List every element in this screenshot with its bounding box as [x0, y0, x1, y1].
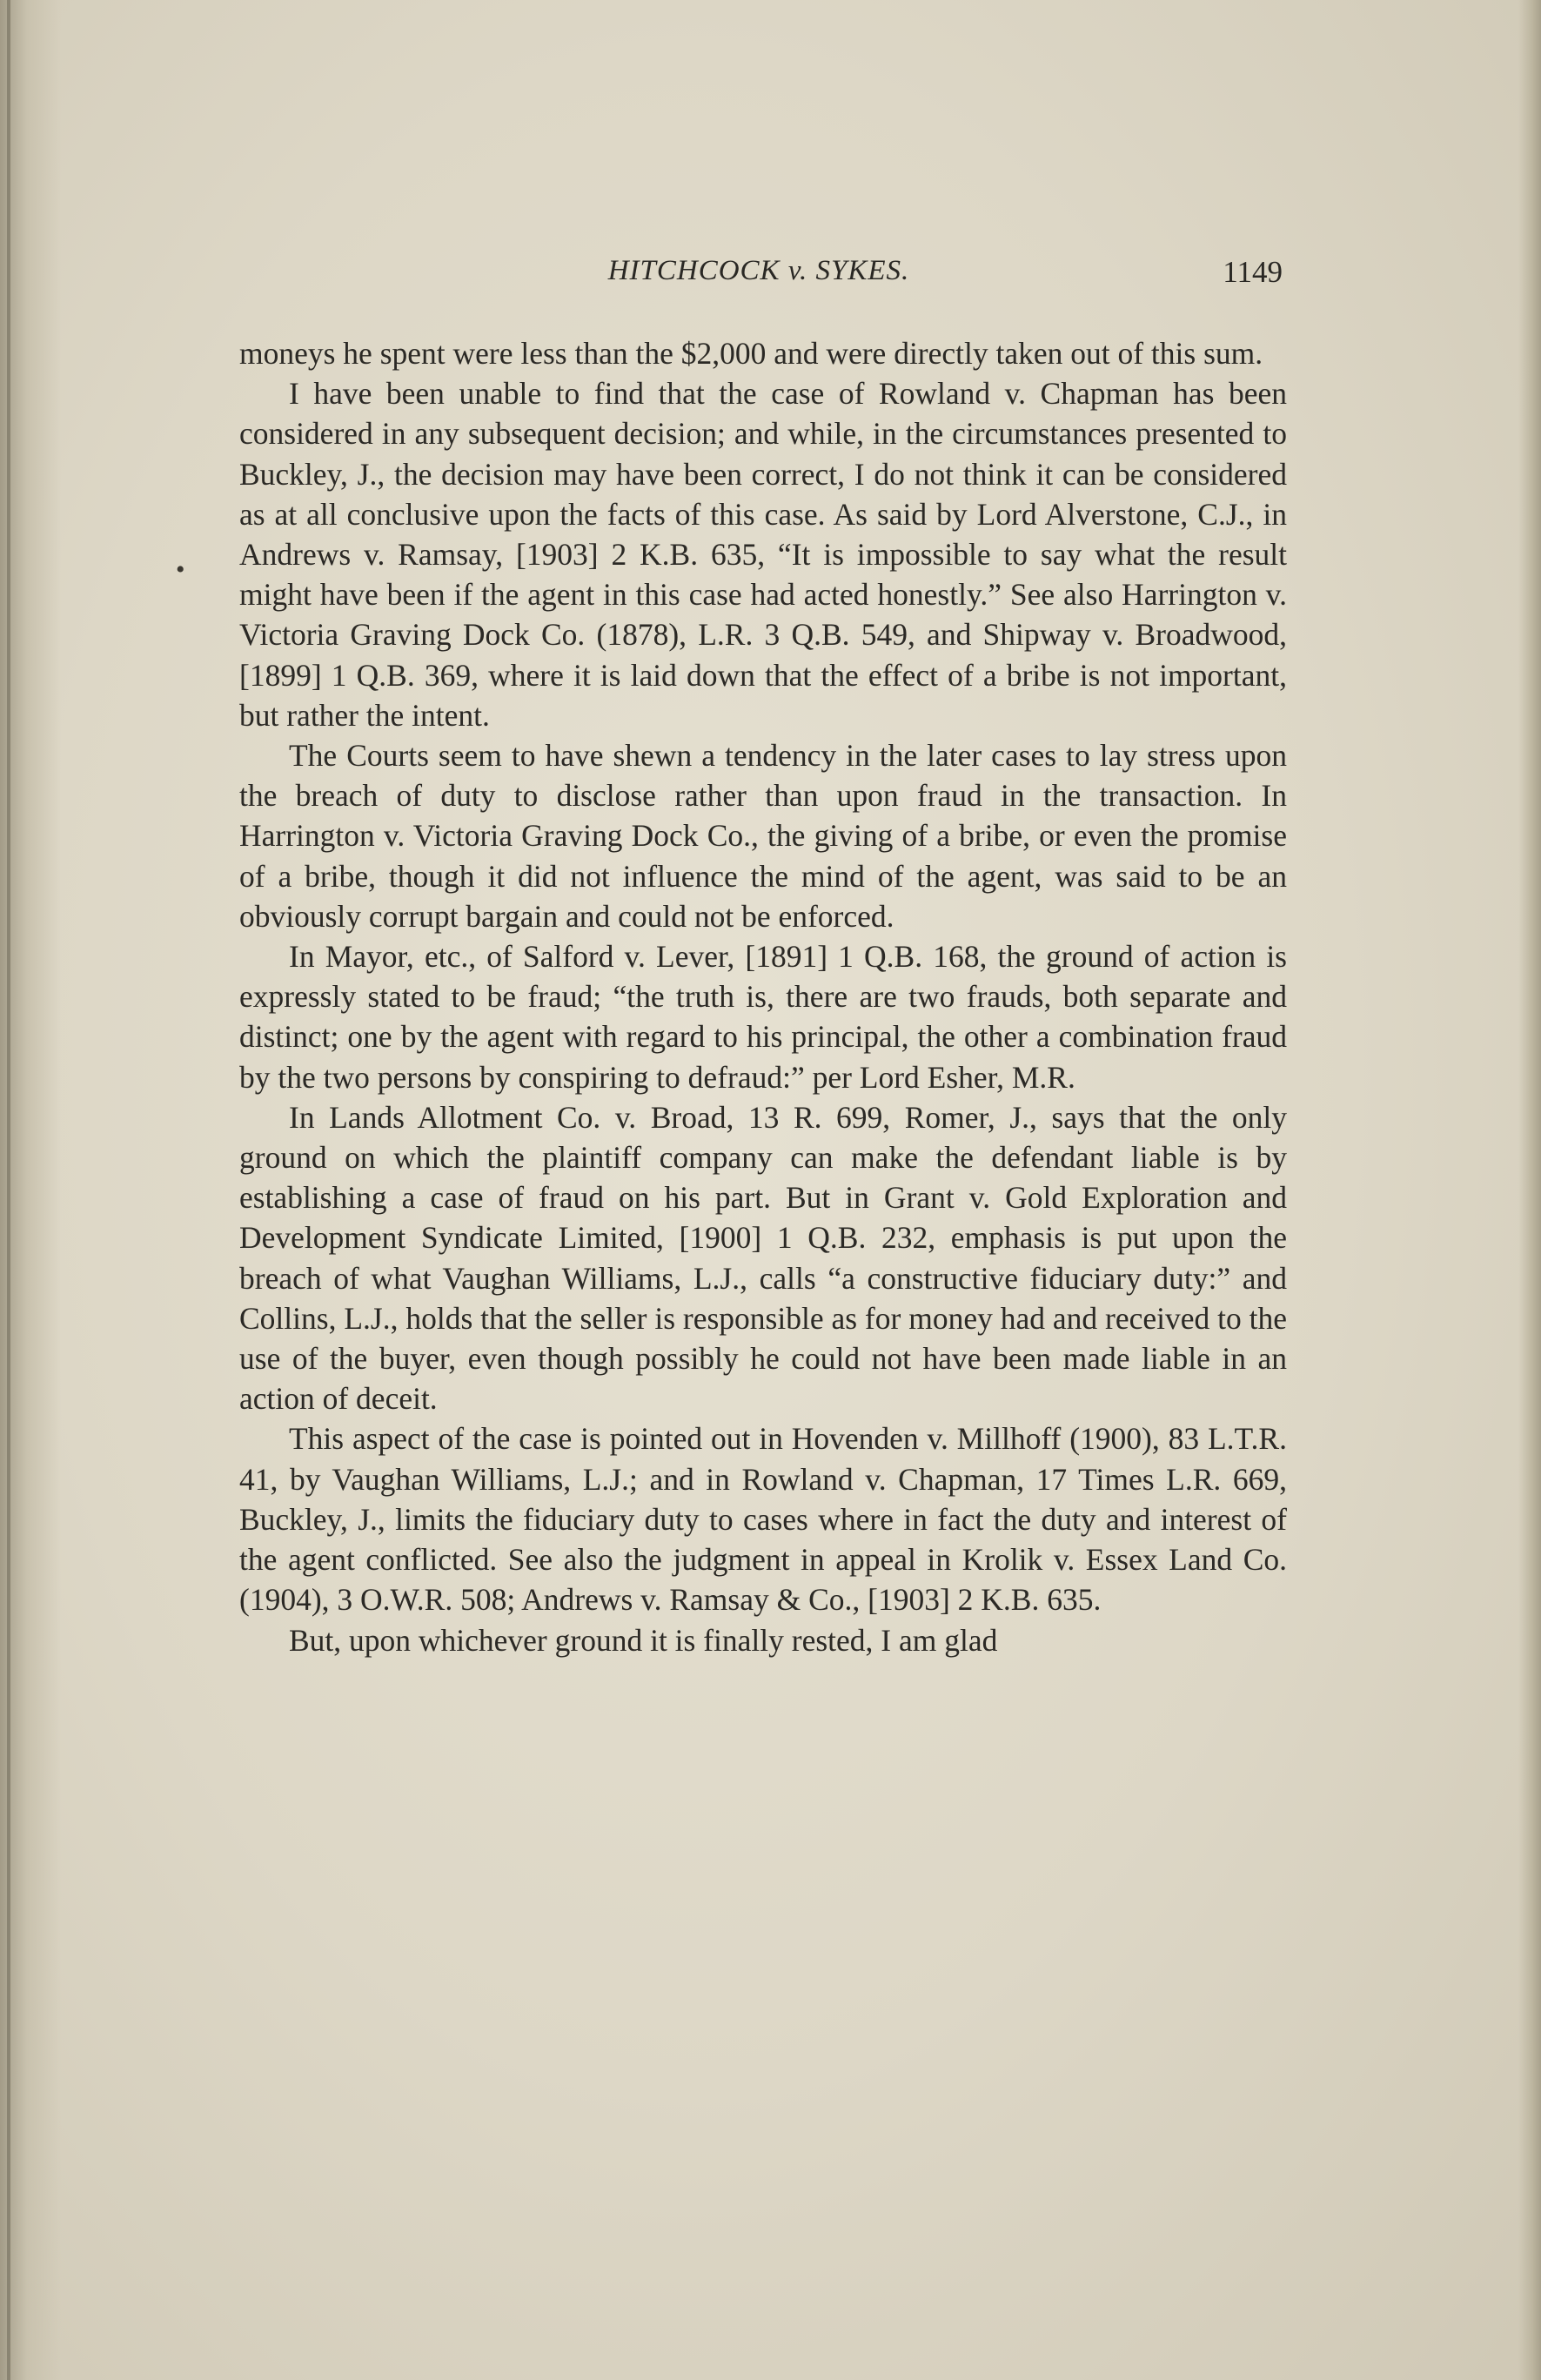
body-text [239, 333, 1287, 1660]
paragraph-lands-allotment: In Lands Allotment Co. v. Broad, 13 R. 699, Romer, J., says that the only ground on which the plaintiff company can make the defendant liable is by establishing a case of fraud on his part. But in Grant v. Gold Exploration and Development Syndicate Limited, [1900] 1 Q.B. 232, emphasis is put upon the breach of what Vaughan Williams, L.J., calls “a constructive fiduciary duty:” and Collins, L.J., holds that the seller is responsible as for money had and received to the use of the buyer, even though possibly he could not have been made liable in an action of deceit. [239, 1099, 1287, 1417]
binding-edge-line [7, 0, 10, 2380]
paragraph-final: But, upon whichever ground it is finally rested, I am glad [289, 1622, 998, 1658]
running-head-title: HITCHCOCK v. SYKES. [607, 255, 910, 286]
running-head [235, 255, 1283, 298]
page-number: 1149 [1223, 255, 1283, 289]
page-edge-shadow [1518, 0, 1541, 2380]
paragraph-rowland-chapman: I have been unable to find that the case of Rowland v. Chapman has been considered in any subsequent decision; and while, in the circumstances presented to Buckley, J., the decision may have been correct, I do not think it can be considered as at all conclusive upon the facts of this case. As said by Lord Alverstone, C.J., in Andrews v. Ramsay, [1903] 2 K.B. 635, “It is impossible to say what the result might have been if the agent in this case had acted honestly.” See also Harrington v. Victoria Graving Dock Co. (1878), L.R. 3 Q.B. 549, and Shipway v. Broadwood, [1899] 1 Q.B. 369, where it is laid down that the effect of a bribe is not important, but rather the intent. [239, 376, 1287, 733]
paragraph-courts-tendency: The Courts seem to have shewn a tendency in the later cases to lay stress upon the breach of duty to disclose rather than upon fraud in the transaction. In Harrington v. Victoria Graving Dock Co., the giving of a bribe, or even the promise of a bribe, though it did not influence the mind of the agent, was said to be an obviously corrupt bargain and could not be enforced. [239, 738, 1287, 934]
margin-mark: • [176, 555, 185, 584]
paragraph-hovenden-millhoff: This aspect of the case is pointed out in Hovenden v. Millhoff (1900), 83 L.T.R. 41, by Vaughan Williams, L.J.; and in Rowland v. Chapman, 17 Times L.R. 669, Buckley, J., limits the fiduciary duty to cases where in fact the duty and interest of the agent conflicted. See also the judgment in appeal in Krolik v. Essex Land Co. (1904), 3 O.W.R. 508; Andrews v. Ramsay & Co., [1903] 2 K.B. 635. [239, 1421, 1287, 1618]
paragraph-salford-lever: In Mayor, etc., of Salford v. Lever, [1891] 1 Q.B. 168, the ground of action is expressly stated to be fraud; “the truth is, there are two frauds, both separate and distinct; one by the agent with regard to his principal, the other a combination fraud by the two persons by conspiring to defraud:” per Lord Esher, M.R. [239, 939, 1287, 1095]
paragraph-continued: moneys he spent were less than the $2,000 and were directly taken out of this sum. [239, 336, 1263, 371]
